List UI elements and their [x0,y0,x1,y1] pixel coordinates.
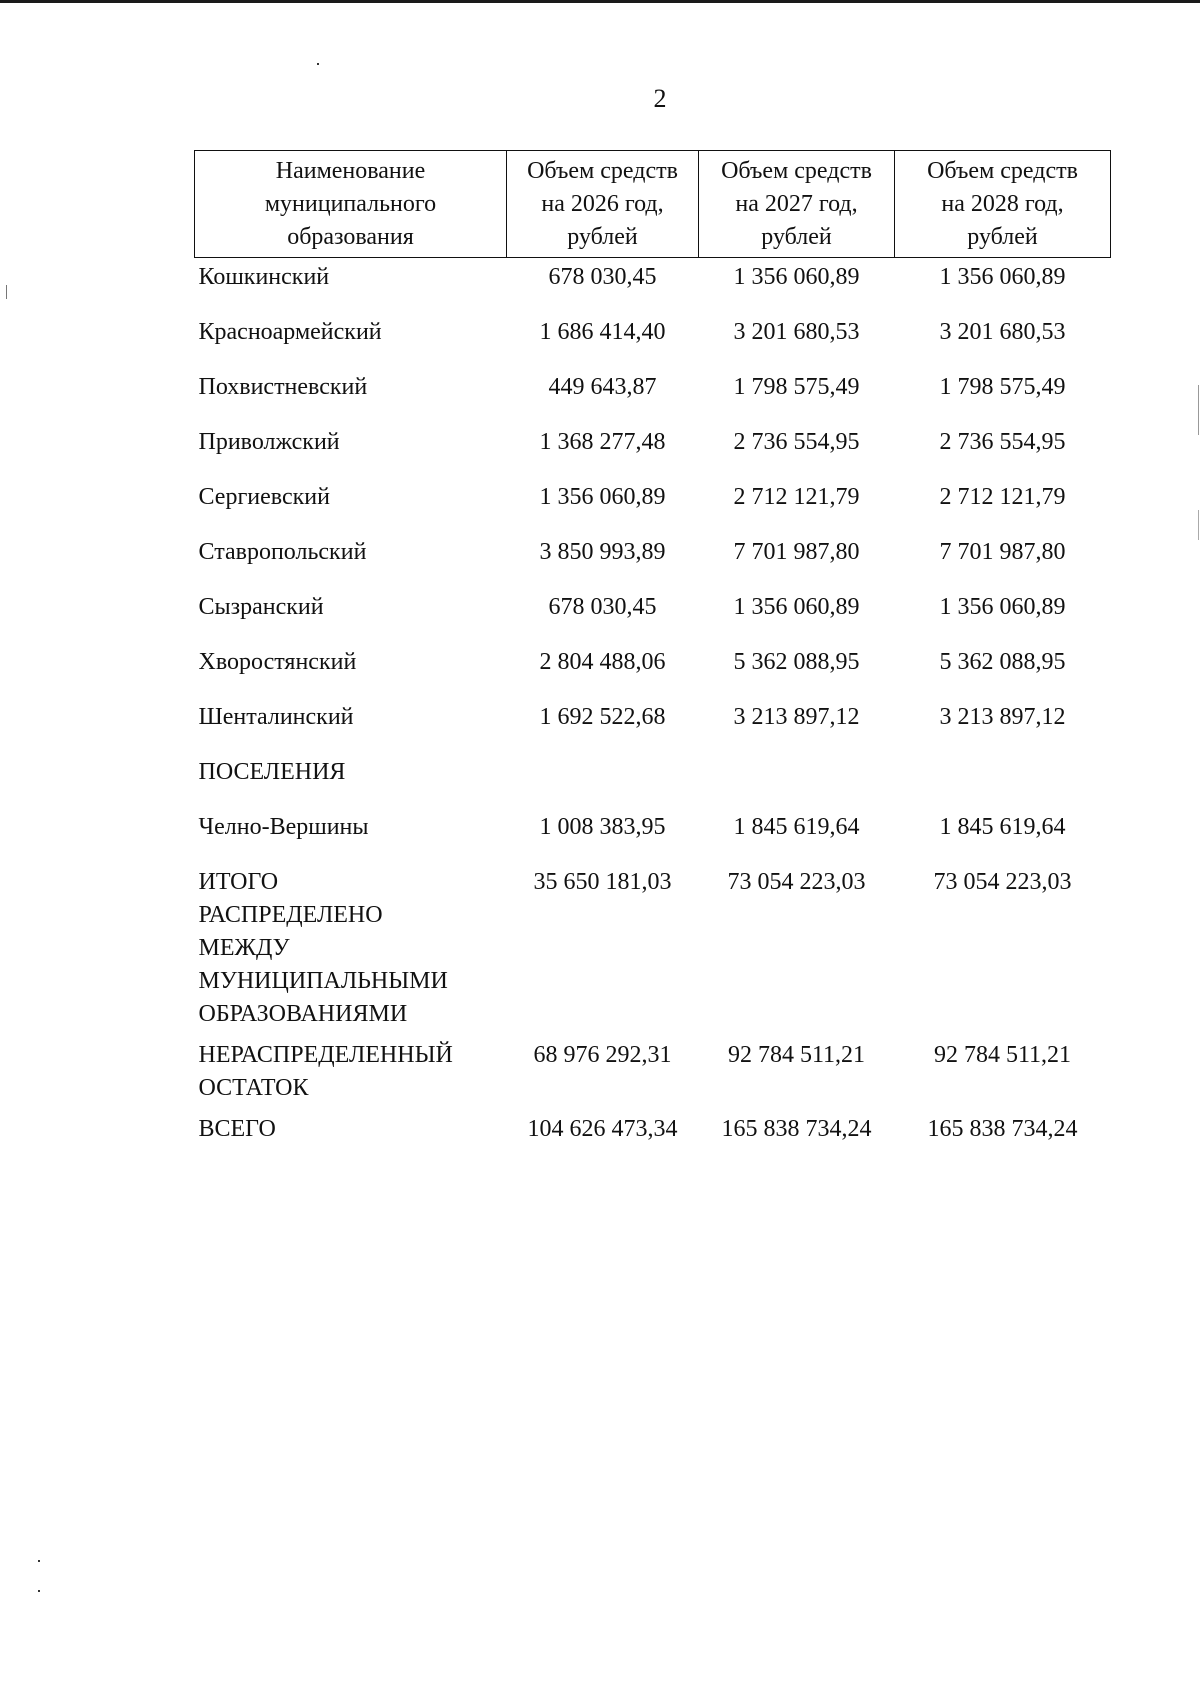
cell-municipality: Шенталинский [198,704,354,730]
table-row [195,426,1111,481]
cell-municipality: Хворостянский [198,649,357,675]
table-row [195,1113,1111,1168]
cell-amount-2027: 1 356 060,89 [733,264,860,290]
scan-speck [38,1590,40,1592]
cell-amount-2027: 2 712 121,79 [733,484,860,510]
cell-municipality: Приволжский [198,429,340,455]
cell-amount-2026: 1 008 383,95 [539,814,666,840]
table-header [195,151,1111,258]
cell-amount-2028: 3 213 897,12 [939,704,1066,730]
cell-municipality: Кошкинский [198,264,330,290]
scan-speck [1198,385,1199,435]
page-number: 2 [653,84,667,113]
header-row [195,151,1111,258]
cell-amount-2026: 104 626 473,34 [527,1116,678,1142]
header-amount-2028: Объем средств на 2028 год, рублей [895,151,1111,258]
cell-amount-2027: 92 784 511,21 [727,1042,866,1068]
cell-municipality: Похвистневский [198,374,368,400]
header-amount-2027: Объем средств на 2027 год, рублей [699,151,895,258]
cell-municipality: ИТОГО РАСПРЕДЕЛЕНО МЕЖДУ МУНИЦИПАЛЬНЫМИ ОБРАЗОВАНИЯМИ [198,869,448,1027]
table-row [195,866,1111,1039]
cell-amount-2028: 7 701 987,80 [939,539,1066,565]
cell-amount-2026 [507,756,699,811]
cell-amount-2027: 1 356 060,89 [733,594,860,620]
cell-municipality: Сергиевский [198,484,330,510]
cell-amount-2026: 1 686 414,40 [539,319,666,345]
cell-amount-2028: 1 356 060,89 [939,594,1066,620]
cell-amount-2028: 5 362 088,95 [939,649,1066,675]
cell-amount-2028: 3 201 680,53 [939,319,1066,345]
table-row [195,646,1111,701]
cell-amount-2027: 165 838 734,24 [721,1116,872,1142]
cell-amount-2027: 1 845 619,64 [733,814,860,840]
cell-amount-2026: 3 850 993,89 [539,539,666,565]
scan-speck [6,285,7,299]
cell-amount-2026: 678 030,45 [548,594,657,620]
cell-municipality: Сызранский [198,594,324,620]
scan-speck [1198,510,1199,540]
table-row [195,756,1111,811]
cell-amount-2027: 73 054 223,03 [727,869,866,895]
table-row [195,258,1111,317]
allocation-table [194,150,1111,1168]
top-border-line [0,0,1200,3]
cell-amount-2027 [699,756,895,811]
table-row [195,316,1111,371]
cell-amount-2028: 2 736 554,95 [939,429,1066,455]
cell-amount-2026: 1 356 060,89 [539,484,666,510]
cell-amount-2027: 7 701 987,80 [733,539,860,565]
table-row [195,1039,1111,1113]
table-body [195,258,1111,1169]
cell-amount-2028: 73 054 223,03 [933,869,1072,895]
cell-amount-2027: 3 213 897,12 [733,704,860,730]
cell-amount-2027: 2 736 554,95 [733,429,860,455]
cell-amount-2028: 2 712 121,79 [939,484,1066,510]
cell-amount-2027: 3 201 680,53 [733,319,860,345]
header-amount-2026: Объем средств на 2026 год, рублей [507,151,699,258]
scan-speck [317,63,319,65]
cell-municipality: ВСЕГО [198,1116,276,1142]
cell-amount-2026: 1 368 277,48 [539,429,666,455]
cell-amount-2028 [895,756,1111,811]
cell-amount-2028: 1 798 575,49 [939,374,1066,400]
table-row [195,536,1111,591]
table-row [195,701,1111,756]
cell-amount-2027: 5 362 088,95 [733,649,860,675]
cell-municipality: Ставропольский [198,539,367,565]
cell-amount-2028: 92 784 511,21 [933,1042,1072,1068]
cell-amount-2028: 1 845 619,64 [939,814,1066,840]
cell-amount-2026: 68 976 292,31 [533,1042,672,1068]
table-row [195,591,1111,646]
cell-amount-2026: 2 804 488,06 [539,649,666,675]
cell-municipality: Челно-Вершины [198,814,369,840]
cell-amount-2026: 1 692 522,68 [539,704,666,730]
cell-amount-2027: 1 798 575,49 [733,374,860,400]
table-row [195,481,1111,536]
cell-amount-2026: 678 030,45 [548,264,657,290]
cell-amount-2028: 165 838 734,24 [927,1116,1078,1142]
cell-amount-2026: 35 650 181,03 [533,869,672,895]
cell-amount-2026: 449 643,87 [548,374,657,400]
cell-municipality: Красноармейский [198,319,382,345]
header-municipality: Наименование муниципального образования [195,151,507,258]
cell-amount-2028: 1 356 060,89 [939,264,1066,290]
cell-municipality: ПОСЕЛЕНИЯ [198,759,346,785]
table-row [195,371,1111,426]
cell-municipality: НЕРАСПРЕДЕЛЕННЫЙ ОСТАТОК [198,1042,453,1101]
table-row [195,811,1111,866]
scan-speck [38,1560,40,1562]
